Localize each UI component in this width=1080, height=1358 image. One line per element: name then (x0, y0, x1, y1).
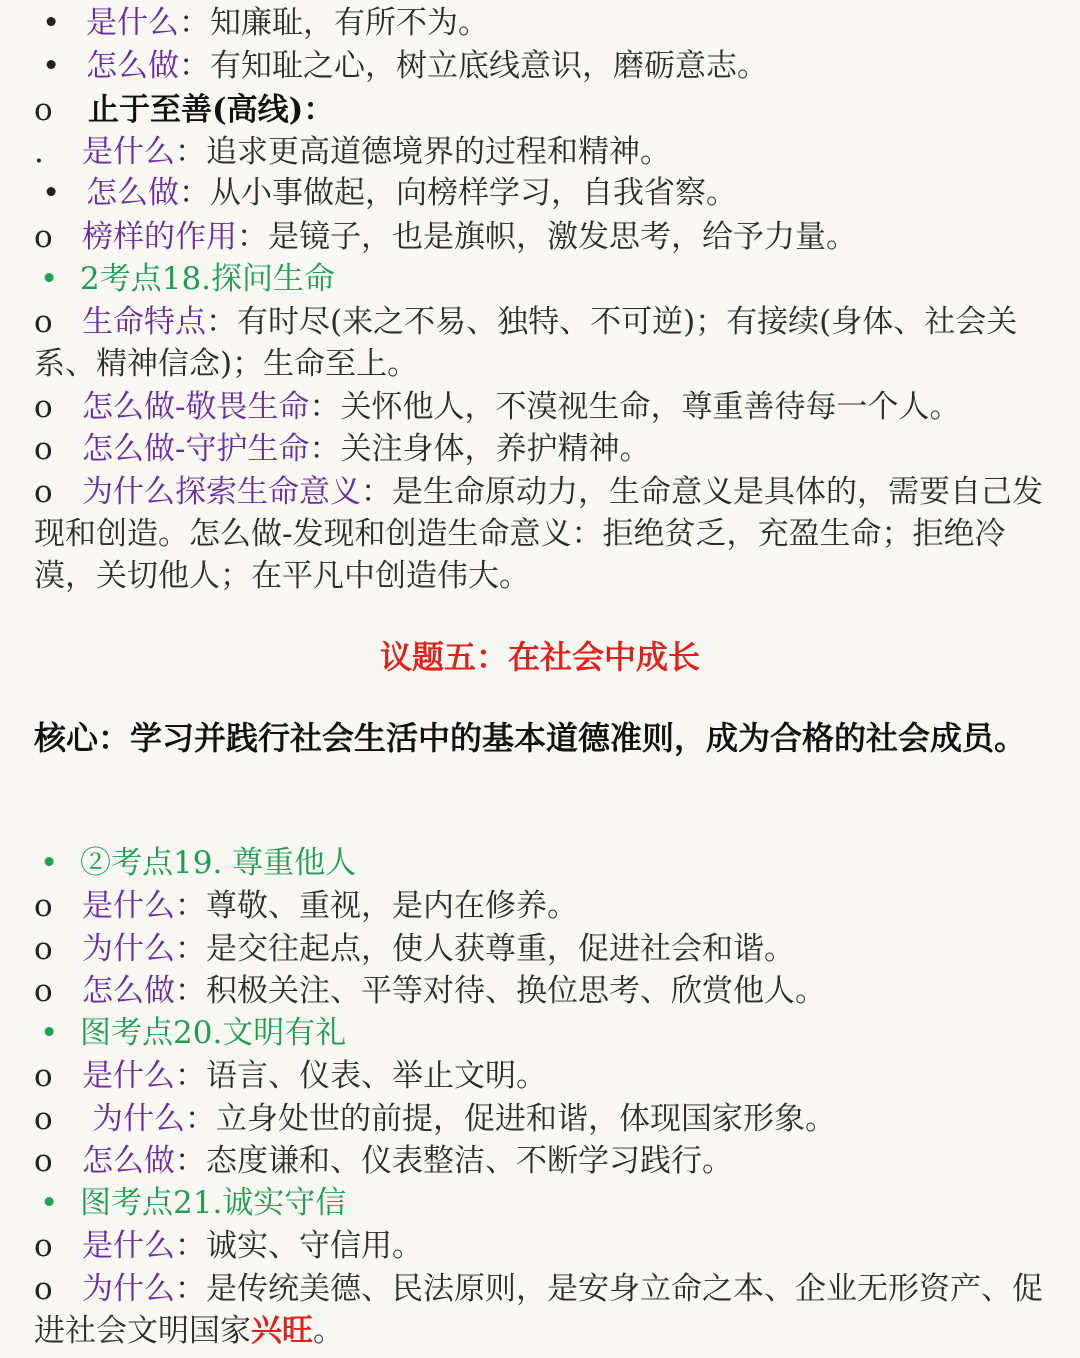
bullet-marker: o (34, 1058, 53, 1094)
section-heading (34, 842, 1050, 884)
keyword: 是什么 (82, 134, 175, 170)
keyword: 是什么 (82, 888, 175, 924)
list-item (34, 131, 1050, 173)
core-statement: 核心：学习并践行社会生活中的基本道德准则，成为合格的社会成员。 (34, 719, 1027, 757)
keyword: 为什么探索生命意义 (82, 474, 361, 510)
list-item (34, 1225, 1050, 1267)
list-item (34, 2, 1050, 44)
item-text: ：态度谦和、仪表整洁、不断学习践行。 (175, 1143, 733, 1179)
list-item (34, 301, 1050, 385)
keyword: 是什么 (86, 5, 179, 41)
item-text-end: 。 (313, 1313, 344, 1349)
bullet-marker: o (34, 888, 53, 924)
keyword: 怎么做-守护生命 (82, 431, 310, 467)
item-text: ：立身处世的前提，促进和谐，体现国家形象。 (185, 1101, 836, 1137)
bullet-marker: o (34, 92, 53, 128)
bullet-marker: o (34, 219, 53, 255)
bullet-marker: • (40, 261, 59, 297)
keyword: 为什么 (92, 1101, 185, 1137)
keyword: 为什么 (82, 1271, 175, 1307)
item-text: ：有知耻之心，树立底线意识，磨砺意志。 (179, 48, 768, 84)
section-heading (34, 1012, 1050, 1054)
bullet-marker: o (34, 1271, 53, 1307)
keyword: 为什么 (82, 931, 175, 967)
list-item (34, 386, 1050, 428)
bullet-marker: o (34, 304, 53, 340)
bullet-marker: • (40, 1015, 59, 1051)
bullet-marker: . (34, 134, 44, 170)
section-title: 议题五：在社会中成长 (379, 638, 700, 676)
item-text: ：是交往起点，使人获尊重，促进社会和谐。 (175, 931, 795, 967)
heading-text: ②考点19. 尊重他人 (80, 845, 357, 881)
bullet-marker: o (34, 931, 53, 967)
heading-text: 图考点20.文明有礼 (80, 1015, 347, 1051)
keyword: 是什么 (82, 1058, 175, 1094)
item-text: ：追求更高道德境界的过程和精神。 (175, 134, 671, 170)
bullet-marker: o (34, 1143, 53, 1179)
list-item (34, 1098, 1050, 1140)
item-text: ：关注身体，养护精神。 (309, 431, 651, 467)
list-item (34, 471, 1050, 597)
item-text: ：是镜子，也是旗帜，激发思考，给予力量。 (237, 219, 857, 255)
list-item (34, 970, 1050, 1012)
keyword: 怎么做 (82, 973, 175, 1009)
list-item (34, 1140, 1050, 1182)
bullet-marker: • (42, 175, 61, 211)
heading-text: 图考点21.诚实守信 (80, 1185, 347, 1221)
item-text: ：从小事做起，向榜样学习，自我省察。 (179, 175, 737, 211)
item-text: ：诚实、守信用。 (175, 1228, 423, 1264)
bullet-marker: o (34, 1101, 53, 1137)
item-text: ：知廉耻，有所不为。 (179, 5, 489, 41)
keyword: 榜样的作用 (82, 219, 237, 255)
item-text: ：尊敬、重视，是内在修养。 (175, 888, 578, 924)
bullet-marker: • (40, 1185, 59, 1221)
item-text: ：是生命原动力，生命意义是具体的，需要自己发现和创造。怎么做-发现和创造生命意义：拒绝贫乏，充盈生命；拒绝冷漠，关切他人；在平凡中创造伟大。 (34, 474, 1043, 594)
list-item (34, 1268, 1050, 1352)
subheading: 止于至善(高线)： (88, 92, 335, 128)
heading-text: 2考点18.探问生命 (80, 261, 336, 297)
bullet-marker: • (42, 48, 61, 84)
keyword: 怎么做-敬畏生命 (82, 389, 310, 425)
list-item (34, 89, 1050, 131)
list-item (34, 885, 1050, 927)
list-item (34, 428, 1050, 470)
keyword: 生命特点 (82, 304, 206, 340)
list-item (34, 45, 1050, 87)
bullet-marker: o (34, 973, 53, 1009)
list-item (34, 172, 1050, 214)
bullet-marker: o (34, 431, 53, 467)
bullet-marker: o (34, 389, 53, 425)
section-heading (34, 1182, 1050, 1224)
keyword: 是什么 (82, 1228, 175, 1264)
bullet-marker: • (42, 5, 61, 41)
keyword: 怎么做 (82, 1143, 175, 1179)
item-text: ：语言、仪表、举止文明。 (175, 1058, 547, 1094)
highlight-text: 兴旺 (251, 1313, 313, 1349)
item-text: ：是传统美德、民法原则，是安身立命之本、企业无形资产、促进社会文明国家 (34, 1271, 1043, 1349)
bullet-marker: o (34, 1228, 53, 1264)
list-item (34, 216, 1050, 258)
section-heading (34, 258, 1050, 300)
list-item (34, 1055, 1050, 1097)
item-text: ：有时尽(来之不易、独特、不可逆)；有接续(身体、社会关系、精神信念)；生命至上。 (34, 304, 1018, 382)
bullet-marker: o (34, 474, 53, 510)
item-text: ：积极关注、平等对待、换位思考、欣赏他人。 (175, 973, 826, 1009)
keyword: 怎么做 (86, 48, 179, 84)
list-item (34, 928, 1050, 970)
keyword: 怎么做 (86, 175, 179, 211)
bullet-marker: • (40, 845, 59, 881)
item-text: ：关怀他人，不漠视生命，尊重善待每一个人。 (309, 389, 961, 425)
